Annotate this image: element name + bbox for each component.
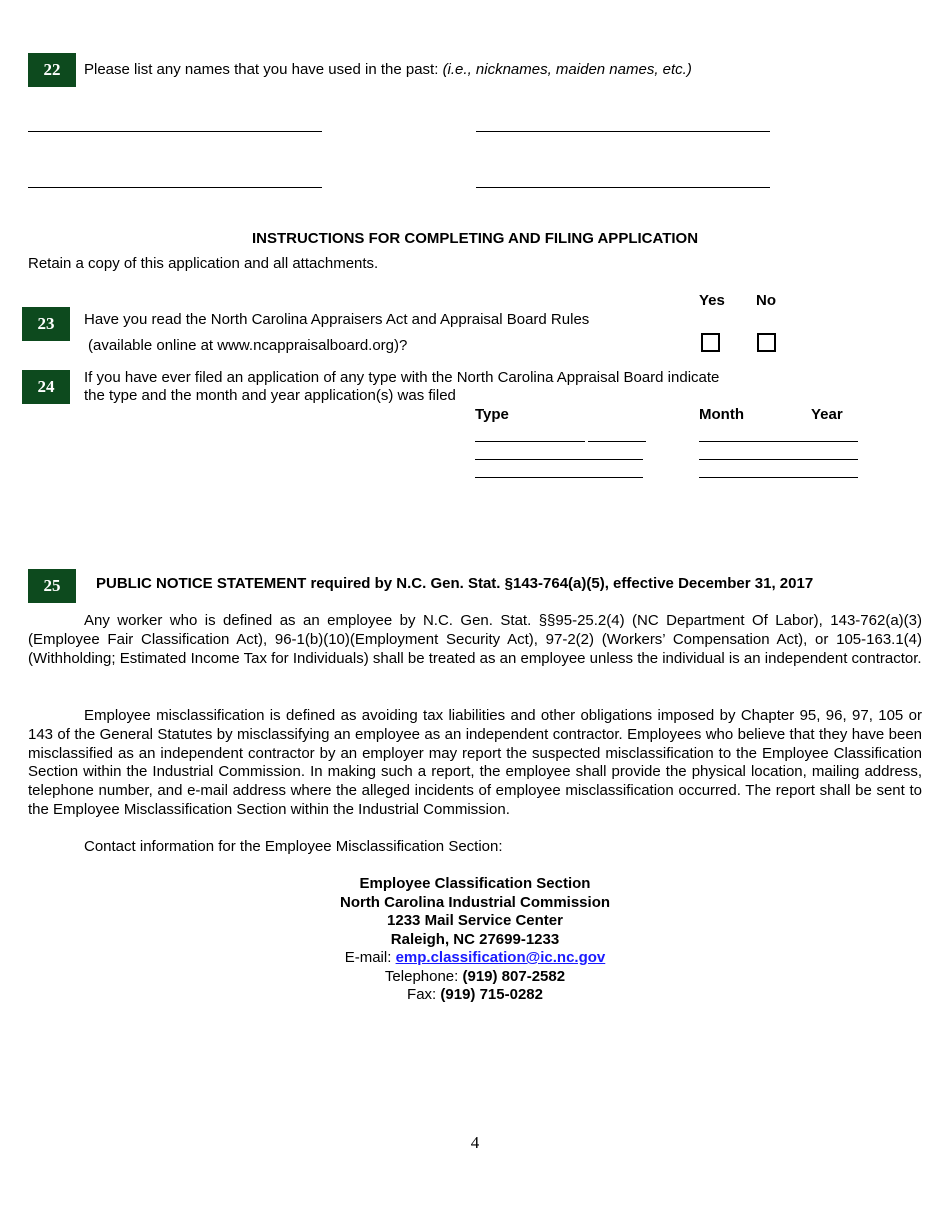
question-23-line1: Have you read the North Carolina Appraisers Act and Appraisal Board Rules [84,311,590,328]
public-notice-heading: PUBLIC NOTICE STATEMENT required by N.C. Gen. Stat. §143-764(a)(5), effective December 31, 2017 [96,575,814,592]
yes-column-header: Yes [699,292,725,309]
contact-phone-row [0,968,950,987]
month-column-header: Month [699,406,744,423]
fax-value: (919) 715-0282 [440,986,543,1003]
type-field-1b[interactable] [588,441,646,442]
phone-value: (919) 807-2582 [462,967,566,985]
contact-fax-row [0,986,950,1005]
page-number: 4 [470,1133,480,1152]
yes-checkbox[interactable] [701,333,720,352]
month-year-field-2[interactable] [699,459,858,460]
question-24-badge: 24 [22,370,70,404]
month-year-field-3[interactable] [699,477,858,478]
question-22-hint: (i.e., nicknames, maiden names, etc.) [442,61,692,78]
question-23-badge: 23 [22,307,70,341]
question-24-line1: If you have ever filed an application of any type with the North Carolina Appraisal Board indicate [84,369,720,386]
type-column-header: Type [475,406,509,423]
contact-street: 1233 Mail Service Center [387,912,563,929]
question-23-line2: (available online at www.ncappraisalboard.org)? [88,337,408,354]
instructions-heading: INSTRUCTIONS FOR COMPLETING AND FILING APPLICATION [251,230,699,247]
past-name-field-1[interactable] [28,131,322,132]
no-column-header: No [756,292,776,309]
past-name-field-2[interactable] [476,131,770,132]
contact-org: North Carolina Industrial Commission [339,893,611,911]
question-24-line2: the type and the month and year application(s) was filed [84,387,456,404]
email-link[interactable]: emp.classification@ic.nc.gov [395,949,606,966]
question-22-label: Please list any names that you have used in the past: [84,61,439,78]
contact-email-row [0,949,950,968]
public-notice-paragraph-2: Employee misclassification is defined as avoiding tax liabilities and other obligations imposed by Chapter 95, 96, 97, 105 or 143 of the General Statutes by misclassifying an employee as an independent contractor. Employees who believe that they have been misclassified as an independent contractor by an employer may report the suspected misclassification to the Employee Classification Section within the Industrial Commission. In making such a report, the employee shall provide the physical location, mailing address, telephone number, and e-mail address where the alleged incidents of employee misclassification occurred. The report shall be sent to the Employee Misclassification Section within the Industrial Commission. [28,707,922,818]
type-field-2[interactable] [475,459,643,460]
past-name-field-3[interactable] [28,187,322,188]
question-22-text [84,61,692,78]
contact-block [0,875,950,1005]
question-25-badge: 25 [28,569,76,603]
public-notice-paragraph-1: Any worker who is defined as an employee by N.C. Gen. Stat. §§95-25.2(4) (NC Department Of Labor), 143-762(a)(3) (Employee Fair Classification Act), 96-1(b)(10)(Employment Security Act), 97-2(2) (Workers’ Compensation Act), or 105-163.1(4) (Withholding; Estimated Income Tax for Individuals) shall be treated as an employee unless the individual is an independent contractor. [28,612,922,667]
question-22-badge: 22 [28,53,76,87]
type-field-1a[interactable] [475,441,585,442]
email-label: E-mail: [344,949,392,966]
type-field-3[interactable] [475,477,643,478]
phone-label: Telephone: [384,967,459,985]
contact-city: Raleigh, NC 27699-1233 [390,930,560,948]
contact-intro: Contact information for the Employee Misclassification Section: [84,838,503,855]
fax-label: Fax: [407,986,437,1003]
month-year-field-1[interactable] [699,441,858,442]
no-checkbox[interactable] [757,333,776,352]
contact-name: Employee Classification Section [359,875,591,892]
year-column-header: Year [811,406,843,423]
past-name-field-4[interactable] [476,187,770,188]
retain-copy-text: Retain a copy of this application and all attachments. [28,255,379,272]
